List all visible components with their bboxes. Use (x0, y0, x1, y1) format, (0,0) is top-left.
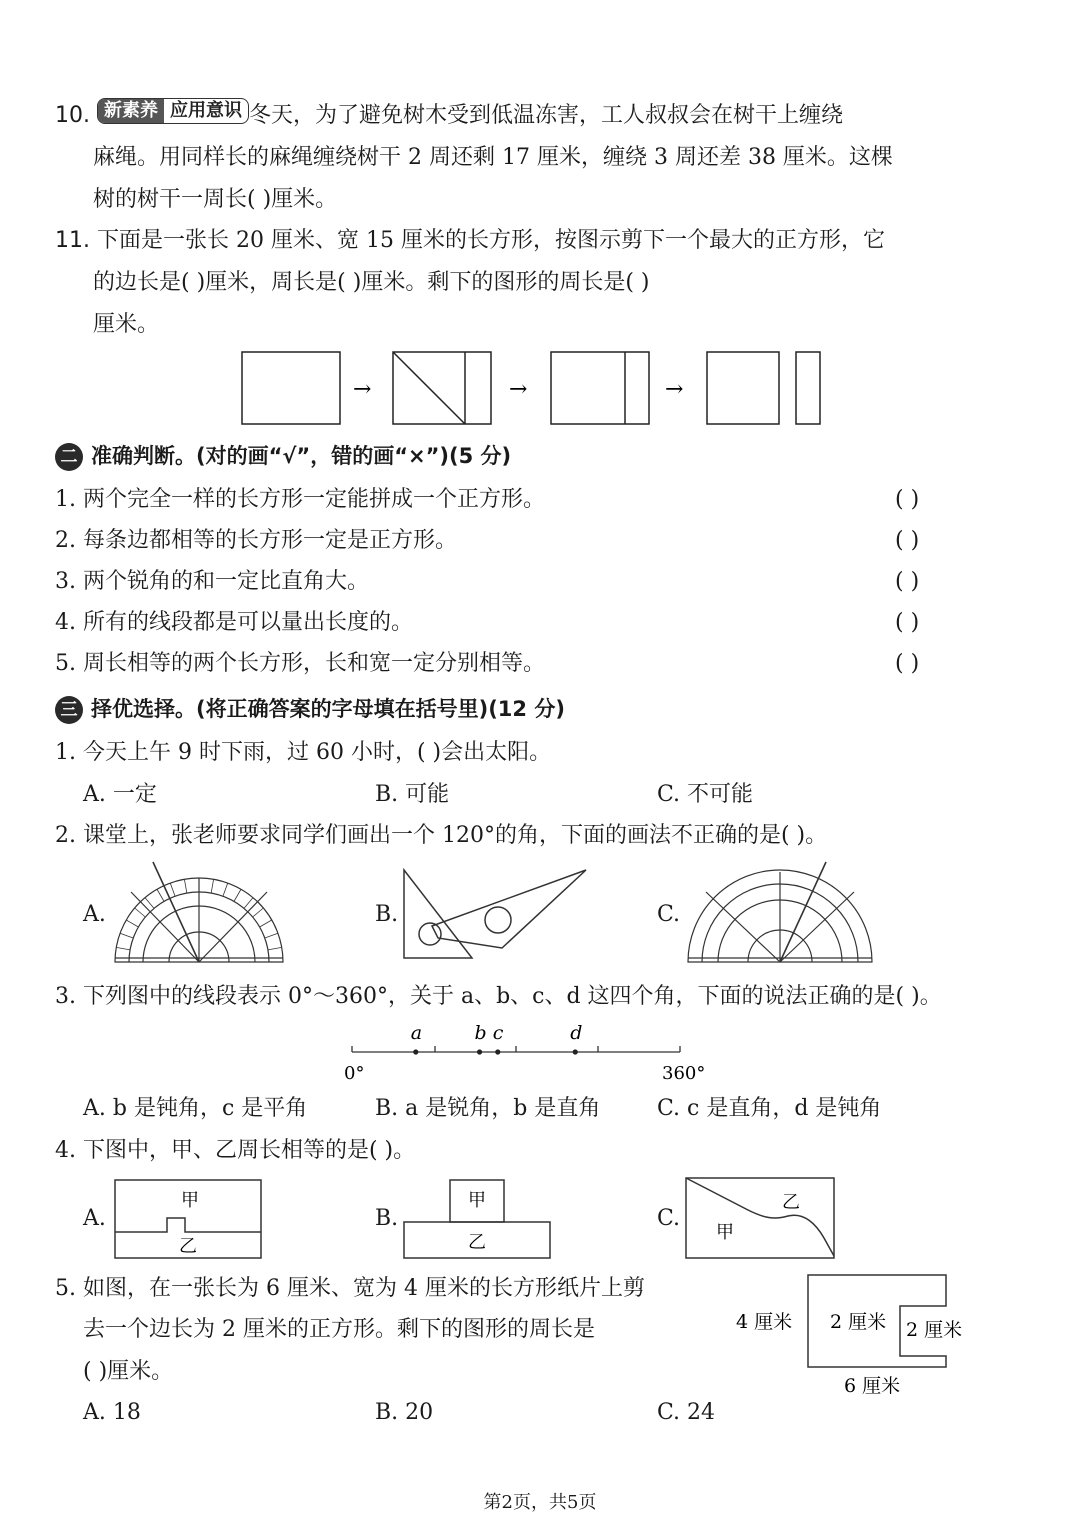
protractor-tick (223, 883, 228, 896)
nl-label-d: d (570, 1022, 583, 1044)
arrow-3: → (665, 377, 684, 402)
protractor-a (113, 862, 285, 966)
fig-rect-original (242, 352, 340, 424)
q5-option-a[interactable]: A. 18 (83, 1400, 141, 1425)
q5-label-inner: 2 厘米 (830, 1311, 887, 1333)
protractor-tick (184, 879, 186, 893)
q10-line3: 树的树干一周长( )厘米。 (93, 187, 338, 212)
nl-label-a: a (410, 1022, 423, 1044)
choice-q5-line1: 5. 如图，在一张长为 6 厘米、宽为 4 厘米的长方形纸片上剪 (55, 1276, 645, 1301)
judge-answer-5[interactable]: ( ) (895, 651, 920, 676)
q3-option-c[interactable]: C. c 是直角，d 是钝角 (657, 1096, 882, 1121)
judge-item-4: 4. 所有的线段都是可以量出长度的。 (55, 610, 413, 635)
nl-point-a (413, 1049, 418, 1054)
q5-label-square: 2 厘米 (906, 1319, 963, 1341)
judge-answer-3[interactable]: ( ) (895, 569, 920, 594)
judge-answer-4[interactable]: ( ) (895, 610, 920, 635)
choice-q5-line2: 去一个边长为 2 厘米的正方形。剩下的图形的周长是 (83, 1317, 595, 1342)
nl-end-label: 360° (662, 1063, 706, 1084)
judge-item-2: 2. 每条边都相等的长方形一定是正方形。 (55, 528, 457, 553)
judge-answer-2[interactable]: ( ) (895, 528, 920, 553)
protractor-tick (211, 879, 213, 893)
q4a-jia: 甲 (181, 1190, 199, 1211)
q3-number-line (340, 1015, 710, 1085)
arrow-2: → (509, 377, 528, 402)
judge-item-3: 3. 两个锐角的和一定比直角大。 (55, 569, 369, 594)
protractor-tick (145, 898, 154, 909)
q4-figure-a (113, 1178, 265, 1262)
protractor-tick (253, 908, 264, 917)
q3-option-b[interactable]: B. a 是锐角，b 是直角 (375, 1096, 601, 1121)
q2-option-a[interactable]: A. (83, 902, 106, 927)
q5-figure (730, 1272, 980, 1402)
section3-title: 择优选择。(将正确答案的字母填在括号里)(12 分) (91, 697, 565, 721)
protractor-tick (126, 920, 138, 927)
q10-line2: 麻绳。用同样长的麻绳缠绕树干 2 周还剩 17 厘米，缠绕 3 周还差 38 厘米。这棵 (93, 145, 893, 170)
q1-option-c[interactable]: C. 不可能 (657, 782, 754, 807)
page-footer: 第2页，共5页 (483, 1492, 597, 1513)
judge-item-1: 1. 两个完全一样的长方形一定能拼成一个正方形。 (55, 487, 545, 512)
nl-label-b: b (474, 1022, 487, 1044)
nl-label-c: c (492, 1022, 504, 1044)
q5-label-width: 6 厘米 (844, 1375, 901, 1397)
fig-square (707, 352, 779, 424)
section2-heading (55, 441, 511, 471)
protractor-tick (260, 920, 272, 927)
q2-option-b[interactable]: B. (375, 902, 399, 927)
nl-point-d (573, 1049, 578, 1054)
q11-line2: 的边长是( )厘米，周长是( )厘米。剩下的图形的周长是( ) (93, 270, 650, 295)
section3-heading (55, 694, 565, 724)
protractor-tick (170, 883, 175, 896)
q5-option-b[interactable]: B. 20 (375, 1400, 434, 1425)
fig-rect-cut (393, 352, 491, 424)
q1-option-b[interactable]: B. 可能 (375, 782, 450, 807)
section2-title: 准确判断。(对的画“√”，错的画“×”)(5 分) (91, 444, 512, 468)
judge-answer-1[interactable]: ( ) (895, 487, 920, 512)
fig-rect-split (551, 352, 649, 424)
choice-q4: 4. 下图中，甲、乙周长相等的是( )。 (55, 1138, 416, 1163)
protractor-tick (157, 889, 164, 901)
q11-figure (240, 350, 830, 430)
q5-option-c[interactable]: C. 24 (657, 1400, 716, 1425)
nl-point-b (477, 1049, 482, 1054)
fig-strip (796, 352, 820, 424)
judge-item-5: 5. 周长相等的两个长方形，长和宽一定分别相等。 (55, 651, 545, 676)
protractor-tick (244, 898, 253, 909)
arrow-1: → (353, 377, 372, 402)
protractor-tick (135, 908, 146, 917)
section3-badge: 三 (55, 696, 83, 724)
q5-label-height: 4 厘米 (736, 1311, 793, 1333)
q10-line1 (55, 98, 843, 131)
choice-q5-line3: ( )厘米。 (83, 1359, 174, 1384)
protractor-tick (234, 889, 241, 901)
q4-option-b[interactable]: B. (375, 1206, 399, 1231)
q10-number: 10. (55, 103, 90, 128)
protractor-tick (268, 947, 282, 949)
q4c-jia: 甲 (716, 1222, 734, 1243)
protractor-tick (116, 947, 130, 949)
q4a-yi: 乙 (179, 1236, 197, 1257)
q4b-jia: 甲 (468, 1190, 486, 1211)
nl-point-c (495, 1049, 500, 1054)
q4-figure-b (402, 1178, 554, 1262)
tag-new-literacy: 新素养 (98, 99, 164, 123)
tag-application: 应用意识 (170, 100, 242, 121)
q2-option-c[interactable]: C. (657, 902, 681, 927)
q4c-yi: 乙 (782, 1192, 800, 1213)
triangle-ruler-b (402, 868, 588, 960)
q11-number: 11. (55, 228, 90, 253)
q4-figure-c (684, 1176, 838, 1262)
nl-start-label: 0° (344, 1063, 365, 1084)
protractor-tick (265, 933, 278, 938)
q10-text-1: 冬天，为了避免树木受到低温冻害，工人叔叔会在树干上缠绕 (249, 103, 844, 128)
q1-option-a[interactable]: A. 一定 (83, 782, 157, 807)
q3-option-a[interactable]: A. b 是钝角，c 是平角 (83, 1096, 308, 1121)
choice-q1: 1. 今天上午 9 时下雨，过 60 小时，( )会出太阳。 (55, 740, 552, 765)
protractor-tick (120, 933, 133, 938)
choice-q2: 2. 课堂上，张老师要求同学们画出一个 120°的角，下面的画法不正确的是( )。 (55, 823, 828, 848)
choice-q3: 3. 下列图中的线段表示 0°～360°，关于 a、b、c、d 这四个角，下面的说法正确的是( )。 (55, 984, 942, 1009)
q11-line3: 厘米。 (93, 312, 160, 337)
q4-option-c[interactable]: C. (657, 1206, 681, 1231)
q10-tag (97, 98, 249, 124)
protractor-c (686, 862, 874, 966)
q4-option-a[interactable]: A. (83, 1206, 106, 1231)
q4b-yi: 乙 (468, 1232, 486, 1253)
section2-badge: 二 (55, 443, 83, 471)
q11-text-1: 下面是一张长 20 厘米、宽 15 厘米的长方形，按图示剪下一个最大的正方形，它 (97, 228, 885, 253)
q11-line1 (55, 226, 885, 256)
